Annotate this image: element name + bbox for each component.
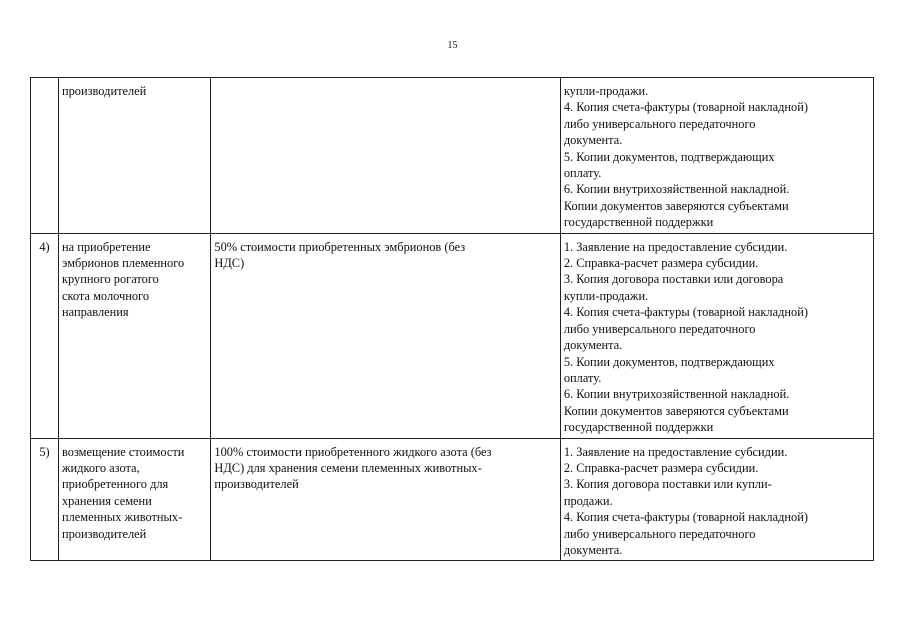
table-row bbox=[31, 438, 874, 561]
cell-text-line: на приобретение bbox=[61, 239, 151, 254]
cell-text-line: 3. Копия договора поставки или договора bbox=[563, 272, 784, 287]
cell-text-line: 4. Копия счета-фактуры (товарной накладной) bbox=[563, 305, 808, 320]
cell-text-line: купли-продажи. bbox=[563, 288, 649, 303]
cell-text-line: оплату. bbox=[563, 370, 602, 385]
page-number: 15 bbox=[447, 40, 458, 51]
cell-text-line: 50% стоимости приобретенных эмбрионов (без bbox=[214, 239, 466, 254]
cell-text-line: документа. bbox=[563, 133, 623, 148]
cell-text-line: купли-продажи. bbox=[563, 84, 649, 98]
row-number-cell bbox=[31, 78, 59, 234]
cell-text-line: государственной поддержки bbox=[563, 420, 714, 435]
documents-cell bbox=[560, 438, 873, 561]
cell-text-line: государственной поддержки bbox=[563, 215, 714, 230]
cell-text-line: 3. Копия договора поставки или купли- bbox=[563, 477, 772, 492]
row-number-cell: 5) bbox=[31, 438, 59, 561]
cell-text-line: 5. Копии документов, подтверждающих bbox=[563, 149, 775, 164]
cell-text-line: 2. Справка-расчет размера субсидии. bbox=[563, 460, 759, 475]
cell-text-line: 5. Копии документов, подтверждающих bbox=[563, 354, 775, 369]
cell-text-line: 1. Заявление на предоставление субсидии. bbox=[563, 444, 788, 459]
cell-text-line: документа. bbox=[563, 542, 623, 557]
cell-text-line: эмбрионов племенного bbox=[61, 256, 185, 271]
cell-text-line: производителей bbox=[61, 526, 147, 541]
table-body bbox=[31, 78, 874, 561]
cell-text-line: Копии документов заверяются субъектами bbox=[563, 198, 789, 213]
documents-cell bbox=[560, 233, 873, 438]
cell-text-line: НДС) bbox=[214, 256, 245, 271]
cell-text-line: скота молочного bbox=[61, 288, 150, 303]
subsidy-name-cell bbox=[58, 438, 210, 561]
cell-text-line: документа. bbox=[563, 338, 623, 353]
cell-text-line: 1. Заявление на предоставление субсидии. bbox=[563, 239, 788, 254]
cell-text-line: Копии документов заверяются субъектами bbox=[563, 403, 789, 418]
subsidy-name-cell bbox=[58, 233, 210, 438]
cell-text-line: жидкого азота, bbox=[61, 460, 140, 475]
subsidy-rate-cell bbox=[211, 438, 560, 561]
cell-text-line: 6. Копии внутрихозяйственной накладной. bbox=[563, 182, 790, 197]
cell-text-line: либо универсального передаточного bbox=[563, 526, 756, 541]
row-number-cell: 4) bbox=[31, 233, 59, 438]
cell-text-line: 4. Копия счета-фактуры (товарной накладной) bbox=[563, 510, 808, 525]
subsidy-name-cell bbox=[58, 78, 210, 234]
subsidy-table bbox=[30, 77, 874, 561]
cell-text-line: производителей bbox=[61, 84, 147, 98]
cell-text-line: направления bbox=[61, 305, 129, 320]
table-row bbox=[31, 233, 874, 438]
cell-text-line: 4. Копия счета-фактуры (товарной накладной) bbox=[563, 100, 808, 115]
cell-text-line: 6. Копии внутрихозяйственной накладной. bbox=[563, 387, 790, 402]
cell-text-line: приобретенного для bbox=[61, 477, 169, 492]
cell-text-line: хранения семени bbox=[61, 493, 152, 508]
cell-text-line: либо универсального передаточного bbox=[563, 321, 756, 336]
cell-text-line: возмещение стоимости bbox=[61, 444, 185, 459]
cell-text-line: племенных животных- bbox=[61, 510, 183, 525]
subsidy-rate-cell bbox=[211, 233, 560, 438]
cell-text-line: производителей bbox=[214, 477, 299, 492]
cell-text-line: НДС) для хранения семени племенных животных- bbox=[214, 460, 482, 475]
cell-text-line: либо универсального передаточного bbox=[563, 116, 756, 131]
cell-text-line: продажи. bbox=[563, 493, 613, 508]
cell-text-line: крупного рогатого bbox=[61, 272, 159, 287]
cell-text-line: 2. Справка-расчет размера субсидии. bbox=[563, 256, 759, 271]
documents-cell bbox=[560, 78, 873, 234]
table-row bbox=[31, 78, 874, 234]
subsidy-rate-cell bbox=[211, 78, 560, 234]
cell-text-line: 100% стоимости приобретенного жидкого азота (без bbox=[214, 444, 492, 459]
cell-text-line: оплату. bbox=[563, 166, 602, 181]
